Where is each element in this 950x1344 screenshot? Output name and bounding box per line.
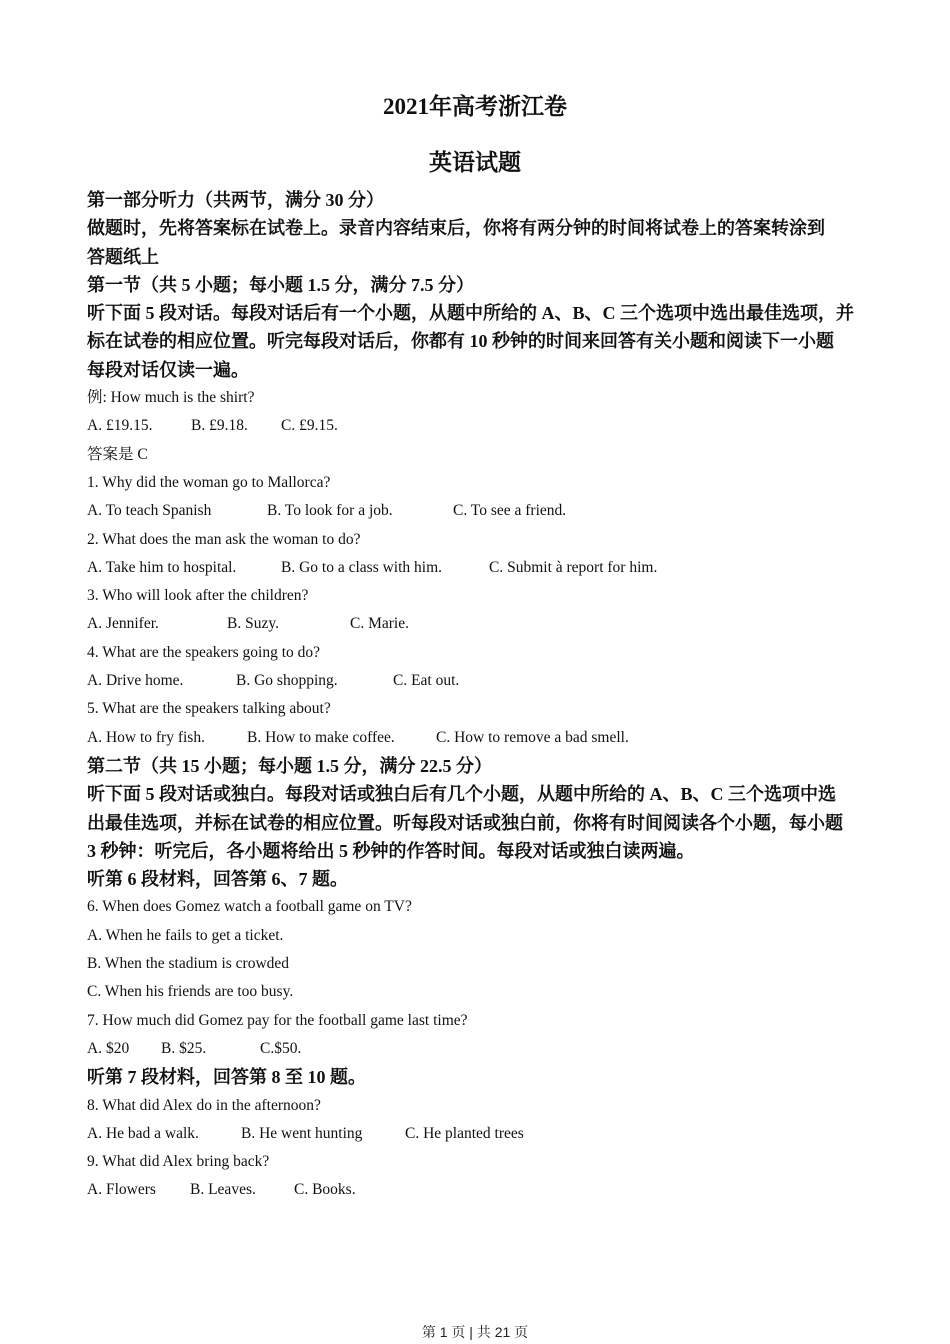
option-a: A. Take him to hospital. bbox=[87, 558, 237, 576]
question-8-options bbox=[87, 1120, 867, 1148]
option-c: C. Books. bbox=[294, 1181, 356, 1199]
question-5: 5. What are the speakers talking about? bbox=[87, 700, 331, 718]
option-c: C. £9.15. bbox=[281, 417, 338, 435]
page-subtitle: 英语试题 bbox=[429, 150, 521, 175]
option-a: A. $20 bbox=[87, 1039, 130, 1057]
instruction-line: 听下面 5 段对话。每段对话后有一个小题，从题中所给的 A、B、C 三个选项中选出最佳选项，并 bbox=[87, 303, 854, 324]
section2-heading: 第二节（共 15 小题；每小题 1.5 分，满分 22.5 分） bbox=[87, 755, 492, 776]
question-6-option-a: A. When he fails to get a ticket. bbox=[87, 926, 284, 944]
question-9: 9. What did Alex bring back? bbox=[87, 1153, 270, 1171]
example-question: 例: How much is the shirt? bbox=[87, 389, 255, 407]
option-b: B. Go to a class with him. bbox=[281, 558, 443, 576]
instruction-line: 3 秒钟：听完后，各小题将给出 5 秒钟的作答时间。每段对话或独白读两遍。 bbox=[87, 840, 695, 861]
question-6: 6. When does Gomez watch a football game on TV? bbox=[87, 898, 412, 916]
page-footer: 第 1 页 | 共 21 页 bbox=[421, 1324, 529, 1340]
option-b: B. £9.18. bbox=[191, 417, 248, 435]
instruction-line: 听下面 5 段对话或独白。每段对话或独白后有几个小题，从题中所给的 A、B、C 三个选项中选 bbox=[87, 784, 836, 805]
option-c: C. He planted trees bbox=[405, 1124, 524, 1142]
question-5-options bbox=[87, 724, 867, 752]
question-1-options bbox=[87, 497, 867, 525]
instruction-line: 每段对话仅读一遍。 bbox=[87, 359, 249, 380]
question-7: 7. How much did Gomez pay for the football game last time? bbox=[87, 1011, 468, 1029]
option-c: C. To see a friend. bbox=[453, 502, 567, 520]
option-b: B. Leaves. bbox=[190, 1181, 256, 1199]
option-a: A. Drive home. bbox=[87, 672, 184, 690]
question-1: 1. Why did the woman go to Mallorca? bbox=[87, 473, 331, 491]
question-4-options bbox=[87, 667, 867, 695]
page-title: 2021年高考浙江卷 bbox=[383, 94, 567, 119]
question-7-options bbox=[87, 1035, 867, 1063]
option-b: B. Go shopping. bbox=[236, 672, 338, 690]
question-9-options bbox=[87, 1176, 867, 1204]
option-c: C. Eat out. bbox=[393, 672, 460, 690]
option-c: C. How to remove a bad smell. bbox=[436, 728, 629, 746]
option-a: A. He bad a walk. bbox=[87, 1124, 199, 1142]
material-6-heading: 听第 6 段材料，回答第 6、7 题。 bbox=[87, 869, 348, 890]
example-options bbox=[87, 412, 867, 440]
option-b: B. $25. bbox=[161, 1039, 207, 1057]
question-6-option-b: B. When the stadium is crowded bbox=[87, 955, 290, 973]
instruction-line: 做题时，先将答案标在试卷上。录音内容结束后，你将有两分钟的时间将试卷上的答案转涂到 bbox=[87, 218, 825, 239]
example-answer: 答案是 C bbox=[87, 445, 148, 463]
instruction-line: 标在试卷的相应位置。听完每段对话后，你都有 10 秒钟的时间来回答有关小题和阅读下一小题 bbox=[87, 331, 834, 352]
option-b: B. Suzy. bbox=[227, 615, 279, 633]
question-8: 8. What did Alex do in the afternoon? bbox=[87, 1096, 321, 1114]
option-b: B. How to make coffee. bbox=[247, 728, 395, 746]
question-3-options bbox=[87, 610, 867, 638]
option-b: B. To look for a job. bbox=[267, 502, 393, 520]
instruction-line: 出最佳选项，并标在试卷的相应位置。听每段对话或独白前，你将有时间阅读各个小题，每小题 bbox=[87, 812, 843, 833]
option-c: C. Marie. bbox=[350, 615, 409, 633]
section1-heading: 第一节（共 5 小题；每小题 1.5 分，满分 7.5 分） bbox=[87, 274, 474, 295]
question-3: 3. Who will look after the children? bbox=[87, 587, 309, 605]
question-4: 4. What are the speakers going to do? bbox=[87, 643, 320, 661]
option-a: A. £19.15. bbox=[87, 417, 153, 435]
option-b: B. He went hunting bbox=[241, 1124, 363, 1142]
material-7-heading: 听第 7 段材料，回答第 8 至 10 题。 bbox=[87, 1067, 366, 1088]
option-c: C. Submit à report for him. bbox=[489, 558, 658, 576]
part1-heading: 第一部分听力（共两节，满分 30 分） bbox=[87, 190, 384, 210]
option-a: A. Flowers bbox=[87, 1181, 156, 1199]
option-a: A. How to fry fish. bbox=[87, 728, 205, 746]
question-2: 2. What does the man ask the woman to do? bbox=[87, 530, 361, 548]
question-6-option-c: C. When his friends are too busy. bbox=[87, 983, 294, 1001]
instruction-line: 答题纸上 bbox=[87, 246, 159, 267]
option-c: C.$50. bbox=[260, 1039, 302, 1057]
option-a: A. To teach Spanish bbox=[87, 502, 212, 520]
exam-content bbox=[87, 186, 867, 1205]
option-a: A. Jennifer. bbox=[87, 615, 159, 633]
question-2-options bbox=[87, 554, 867, 582]
